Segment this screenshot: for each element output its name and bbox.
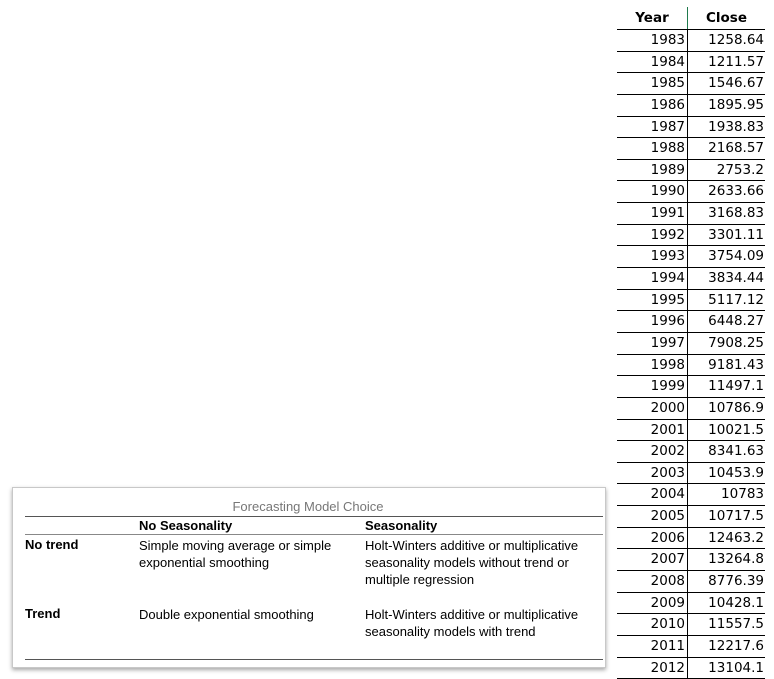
table-row — [617, 658, 765, 679]
table-row — [617, 246, 765, 268]
table-row — [617, 268, 765, 290]
close-cell: 10453.9 — [708, 464, 764, 481]
close-cell: 13104.1 — [708, 659, 764, 676]
close-cell: 10783 — [721, 486, 764, 503]
header-divider — [25, 534, 603, 535]
trend-seasonality-cell: Holt-Winters additive or multiplicative seasonality models with trend — [365, 607, 579, 639]
table-row — [617, 73, 765, 95]
year-cell: 1988 — [617, 138, 688, 159]
table-row — [617, 549, 765, 571]
table-row — [617, 355, 765, 377]
year-cell: 2010 — [617, 614, 688, 635]
year-cell: 1992 — [617, 225, 688, 246]
close-cell: 11557.5 — [708, 616, 764, 633]
table-row — [617, 95, 765, 117]
year-cell: 2007 — [617, 549, 688, 570]
forecasting-model-choice-card — [12, 487, 606, 668]
close-cell: 9181.43 — [708, 356, 764, 373]
close-cell: 10786.9 — [708, 399, 764, 416]
no-trend-no-seasonality-cell: Simple moving average or simple exponential smoothing — [139, 538, 332, 570]
table-row — [617, 333, 765, 355]
table-row — [617, 484, 765, 506]
year-cell: 2003 — [617, 463, 688, 484]
year-cell: 1987 — [617, 117, 688, 138]
year-column-header: Year — [617, 7, 688, 29]
table-row — [617, 181, 765, 203]
table-row — [617, 593, 765, 615]
year-cell: 1997 — [617, 333, 688, 354]
year-cell: 1986 — [617, 95, 688, 116]
table-row — [617, 528, 765, 550]
seasonality-header: Seasonality — [365, 518, 438, 533]
close-cell: 3834.44 — [708, 270, 764, 287]
close-cell: 10717.5 — [708, 508, 764, 525]
close-cell: 10021.5 — [708, 421, 764, 438]
close-cell: 1546.67 — [708, 75, 764, 92]
no-trend-seasonality-cell: Holt-Winters additive or multiplicative seasonality models without trend or multiple regression — [365, 538, 579, 587]
close-cell: 12463.2 — [708, 529, 764, 546]
close-cell: 1211.57 — [708, 53, 764, 70]
year-cell: 1994 — [617, 268, 688, 289]
year-cell: 2008 — [617, 571, 688, 592]
table-row — [617, 398, 765, 420]
close-cell: 3754.09 — [708, 248, 764, 265]
trend-row-label: Trend — [25, 606, 61, 621]
table-header-row — [617, 7, 765, 30]
year-cell: 2006 — [617, 528, 688, 549]
close-cell: 1258.64 — [708, 32, 764, 48]
close-cell: 8776.39 — [708, 573, 764, 590]
table-row — [617, 614, 765, 636]
table-row — [617, 636, 765, 658]
bottom-divider — [25, 659, 603, 660]
table-row — [617, 117, 765, 139]
close-cell: 3168.83 — [708, 205, 764, 222]
year-cell: 2009 — [617, 593, 688, 614]
table-row — [617, 225, 765, 247]
year-cell: 2001 — [617, 420, 688, 441]
top-divider — [25, 516, 603, 517]
year-cell: 2004 — [617, 484, 688, 505]
year-cell: 1990 — [617, 181, 688, 202]
trend-no-seasonality-cell: Double exponential smoothing — [139, 607, 314, 622]
year-cell: 1984 — [617, 52, 688, 73]
year-cell: 1998 — [617, 355, 688, 376]
year-close-table — [617, 7, 765, 679]
table-row — [617, 571, 765, 593]
close-cell: 3301.11 — [708, 226, 764, 243]
year-cell: 2005 — [617, 506, 688, 527]
close-cell: 2168.57 — [708, 140, 764, 157]
card-title: Forecasting Model Choice — [232, 499, 384, 514]
close-cell: 6448.27 — [708, 313, 764, 330]
table-body — [617, 30, 765, 679]
year-cell: 1991 — [617, 203, 688, 224]
year-cell: 1999 — [617, 376, 688, 397]
close-cell: 2633.66 — [708, 183, 764, 200]
close-cell: 5117.12 — [708, 291, 764, 308]
close-cell: 13264.8 — [708, 551, 764, 568]
year-cell: 1983 — [617, 30, 688, 51]
table-row — [617, 203, 765, 225]
table-row — [617, 52, 765, 74]
table-row — [617, 463, 765, 485]
table-row — [617, 311, 765, 333]
table-row — [617, 506, 765, 528]
table-row — [617, 441, 765, 463]
close-cell: 2753.2 — [716, 161, 764, 178]
year-cell: 2012 — [617, 658, 688, 679]
year-cell: 2011 — [617, 636, 688, 657]
no-trend-row-label: No trend — [25, 537, 79, 552]
year-cell: 1985 — [617, 73, 688, 94]
year-cell: 2000 — [617, 398, 688, 419]
table-row — [617, 138, 765, 160]
year-cell: 1993 — [617, 246, 688, 267]
close-cell: 1938.83 — [708, 118, 764, 135]
year-cell: 1995 — [617, 290, 688, 311]
year-cell: 1996 — [617, 311, 688, 332]
close-cell: 8341.63 — [708, 443, 764, 460]
table-row — [617, 160, 765, 182]
close-cell: 10428.1 — [708, 594, 764, 611]
year-cell: 2002 — [617, 441, 688, 462]
close-cell: 11497.1 — [708, 378, 764, 395]
close-cell: 7908.25 — [708, 334, 764, 351]
year-cell: 1989 — [617, 160, 688, 181]
table-row — [617, 30, 765, 52]
close-column-header: Close — [705, 10, 747, 26]
close-cell: 1895.95 — [708, 96, 764, 113]
table-row — [617, 290, 765, 312]
table-row — [617, 420, 765, 442]
table-row — [617, 376, 765, 398]
no-seasonality-header: No Seasonality — [139, 518, 233, 533]
close-cell: 12217.6 — [708, 637, 764, 654]
